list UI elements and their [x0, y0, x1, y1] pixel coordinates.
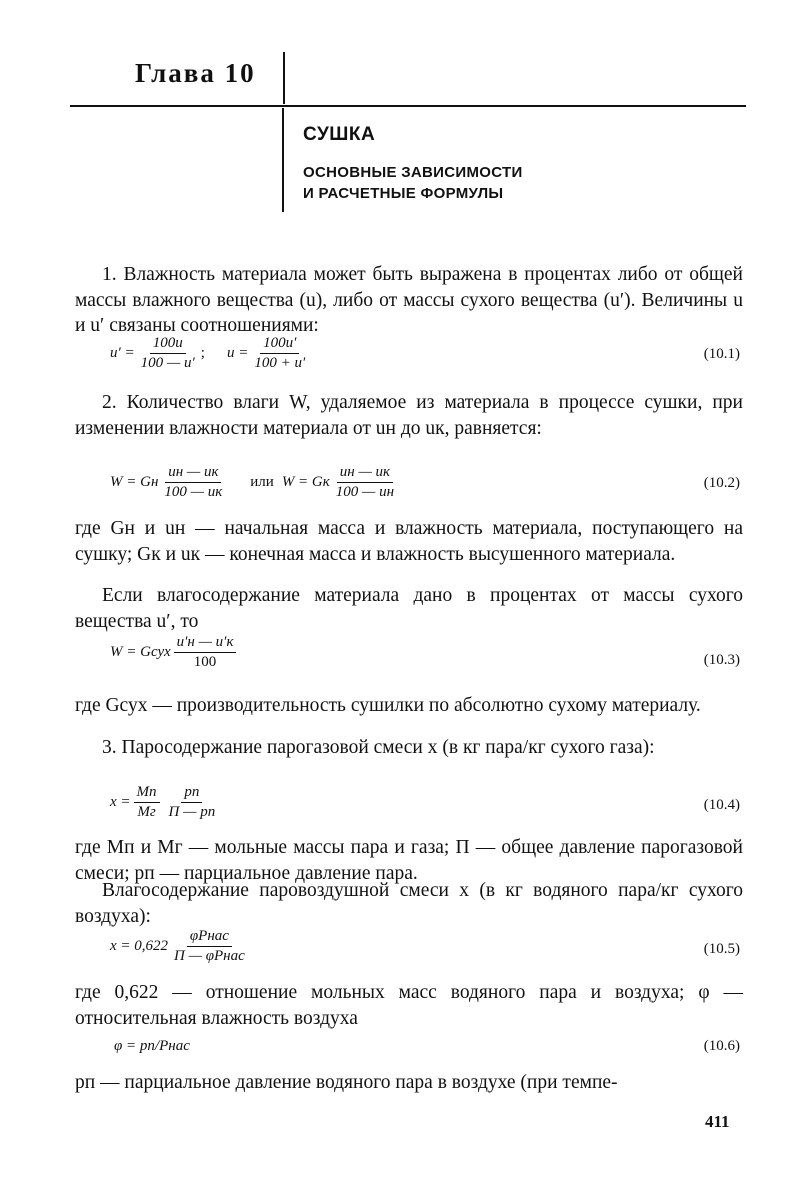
formula-lhs: W = Gн — [110, 474, 159, 490]
formula-10-5 — [110, 928, 251, 965]
title-vertical-rule — [282, 108, 284, 212]
fraction-denominator: Mг — [137, 804, 156, 820]
equation-number: (10.4) — [703, 797, 740, 813]
formula-lhs: u = — [226, 345, 249, 361]
formula-10-1 — [110, 335, 311, 372]
fraction-numerator: u′н — u′к — [174, 634, 237, 653]
header-vertical-rule — [283, 52, 285, 104]
chapter-heading: Глава 10 — [135, 58, 256, 88]
fraction-numerator: 100u′ — [260, 335, 299, 354]
equation-number: (10.3) — [703, 652, 740, 668]
formula-fraction — [138, 335, 198, 372]
formula-fraction — [251, 335, 308, 372]
paragraph-definitions-4: где 0,622 — отношение мольных масс водяного пара и воздуха; φ — относительная влажность воздуха — [75, 982, 743, 1029]
chapter-subtitle — [303, 162, 523, 204]
formula-10-6 — [114, 1038, 190, 1055]
fraction-denominator: 100 — u′ — [140, 355, 195, 371]
formula-10-2 — [110, 464, 400, 501]
chapter-subtitle-line: ОСНОВНЫЕ ЗАВИСИМОСТИ — [303, 164, 523, 181]
fraction-numerator: uн — uк — [165, 464, 221, 483]
formula-separator: ; — [200, 345, 205, 361]
fraction-numerator: 100u — [150, 335, 186, 354]
formula-fraction — [333, 464, 397, 501]
equation-number: (10.1) — [703, 346, 740, 362]
header-horizontal-rule — [70, 105, 746, 107]
paragraph-moisture-content: Влагосодержание паровоздушной смеси x (в кг водяного пара/кг сухого воздуха): — [75, 880, 743, 927]
fraction-numerator: uн — uк — [337, 464, 393, 483]
paragraph-vapor-content: 3. Паросодержание парогазовой смеси x (в кг пара/кг сухого газа): — [102, 737, 655, 758]
equation-number: (10.2) — [703, 475, 740, 491]
formula-fraction — [174, 634, 237, 671]
formula-fraction — [166, 784, 219, 821]
formula-lhs: x = 0,622 — [110, 938, 169, 954]
paragraph-humidity: 1. Влажность материала может быть выражена в процентах либо от общей массы влажного вещества (u), либо от массы сухого вещества (u′). Величины u и u′ связаны соотношениями: — [75, 264, 743, 336]
fraction-numerator: φPнас — [187, 928, 232, 947]
fraction-numerator: Mп — [134, 784, 160, 803]
formula-expression: φ = pп/Pнас — [114, 1038, 190, 1054]
fraction-denominator: 100 — [193, 654, 217, 670]
fraction-denominator: 100 + u′ — [254, 355, 306, 371]
fraction-denominator: П — φPнас — [174, 948, 245, 964]
paragraph-definitions-1: где Gн и uн — начальная масса и влажность материала, поступающего на сушку; Gк и uк — конечная масса и влажность высушенного материала. — [75, 518, 743, 565]
chapter-title: СУШКА — [303, 124, 376, 145]
formula-lhs: W = Gсух — [110, 644, 171, 660]
formula-lhs: u′ = — [110, 345, 135, 361]
paragraph-partial-pressure: pп — парциальное давление водяного пара в воздухе (при темпе- — [75, 1072, 618, 1093]
paragraph-moisture-removed: 2. Количество влаги W, удаляемое из материала в процессе сушки, при изменении влажности материала от uн до uк, равняется: — [75, 392, 743, 439]
formula-fraction — [171, 928, 248, 965]
chapter-subtitle-line: И РАСЧЕТНЫЕ ФОРМУЛЫ — [303, 185, 504, 202]
fraction-denominator: 100 — uн — [335, 484, 395, 500]
formula-10-3 — [110, 634, 239, 671]
fraction-denominator: 100 — uк — [164, 484, 223, 500]
formula-fraction — [134, 784, 160, 821]
equation-number: (10.5) — [703, 941, 740, 957]
equation-number: (10.6) — [703, 1038, 740, 1054]
formula-lhs: x = — [110, 794, 131, 810]
formula-conjunction: или — [250, 474, 274, 490]
fraction-denominator: П — pп — [168, 804, 216, 820]
paragraph-definitions-3: где Mп и Mг — мольные массы пара и газа; П — общее давление парогазовой смеси; pп — парциальное давление пара. — [75, 837, 743, 884]
page-number: 411 — [705, 1112, 730, 1131]
formula-fraction — [161, 464, 225, 501]
paragraph-definitions-2: где Gсух — производительность сушилки по абсолютно сухому материалу. — [75, 695, 701, 716]
formula-lhs: W = Gк — [281, 474, 330, 490]
fraction-numerator: pп — [181, 784, 202, 803]
paragraph-dry-basis: Если влагосодержание материала дано в процентах от массы сухого вещества u′, то — [75, 585, 743, 632]
formula-10-4 — [110, 784, 221, 821]
